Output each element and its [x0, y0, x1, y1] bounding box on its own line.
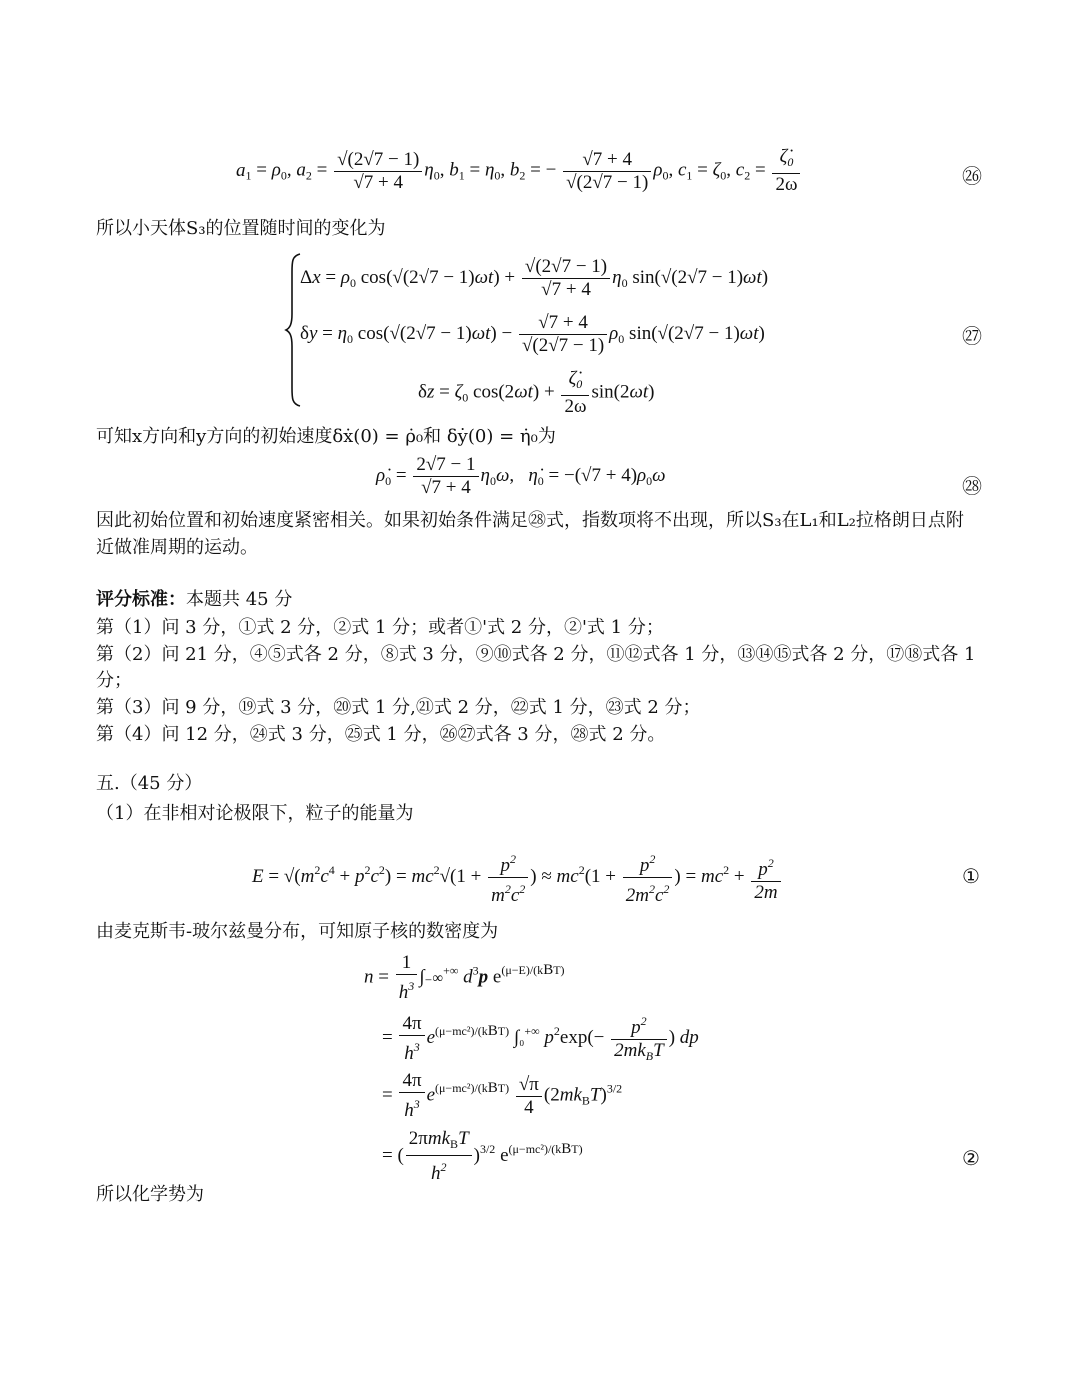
grading-q4: 第（4）问 12 分，㉔式 3 分，㉕式 1 分，㉖㉗式各 3 分，㉘式 2 分。 — [96, 724, 666, 745]
equation-2-line2: = $\frac{4\pi}{h^3}$ $e^{(\mu-mc^2)/(kBT)}$ ∫₀+∞ $p^2\exp(-$ $\frac{p^2}{2mk_BT}$ ) dp — [382, 1010, 699, 1062]
paragraph-chemical-potential: 所以化学势为 — [96, 1184, 204, 1205]
grading-q1: 第（1）问 3 分，①式 2 分，②式 1 分；或者①'式 2 分，②'式 1 分； — [96, 617, 664, 638]
equation-number-2: ② — [962, 1146, 980, 1170]
equation-number-27: ㉗ — [962, 324, 982, 348]
paragraph-maxwell-boltzmann: 由麦克斯韦-玻尔兹曼分布，可知原子核的数密度为 — [96, 921, 499, 942]
equation-26: $a_1 = \rho_0$, $a_2$ = $\frac{√(2√7 - 1)}{√7 + 4}$ $\eta_0$, $b_1 = \eta_0$, $b_2$ = − $\frac{√7 + 4}{√(2√7 - 1)}$ $\rho_0$, $c_1 = \zeta_0$, $c_2$ = $\frac{\zetȧ_0}{2\omega}$ — [236, 146, 802, 200]
grading-header — [96, 587, 292, 613]
equation-2-line4: = ( $\frac{2\pi mk_BT}{h^2}$ )$^{3/2}$ $e^{(\mu-mc^2)/(kBT)}$ — [382, 1128, 583, 1184]
equation-2-line3: = $\frac{4\pi}{h^3}$ $e^{(\mu-mc^2)/(kBT)}$ $\frac{√\pi}{4}$ $(2mk_BT)^{3/2}$ — [382, 1070, 623, 1121]
grading-total: 本题共 45 分 — [186, 589, 293, 610]
section5-title: 五.（45 分） — [96, 773, 203, 794]
paragraph-s3-position: 所以小天体S₃的位置随时间的变化为 — [96, 218, 386, 239]
grading-q2-line1: 第（2）问 21 分，④⑤式各 2 分，⑧式 3 分，⑨⑩式各 2 分，⑪⑫式各 1 分，⑬⑭⑮式各 2 分，⑰⑱式各 1 — [96, 644, 976, 665]
grading-title: 评分标准： — [96, 589, 186, 610]
equation-number-1: ① — [962, 864, 980, 888]
equation-number-28: ㉘ — [962, 474, 982, 498]
paragraph-initial-velocity: 可知x方向和y方向的初始速度δẋ(0) = ρ̇₀和 δẏ(0) = η̇₀为 — [96, 426, 556, 447]
equation-number-26: ㉖ — [962, 164, 982, 188]
equation-2-line1: n = $\frac{1}{h^3}$ ∫₋∞+∞ $d^3p$ $e^{(\mu-E)/(kBT)}$ — [364, 952, 565, 1003]
equation-27-dy: $\delta y = \eta_0$ cos(√(2√7 − 1)ωt) − $\frac{√7 + 4}{√(2√7 - 1)}$ $\rho_0$ sin(√(2√7 − 1)ωt) — [300, 312, 765, 356]
paragraph-conclusion-line2: 近做准周期的运动。 — [96, 537, 258, 558]
paragraph-conclusion-line1: 因此初始位置和初始速度紧密相关。如果初始条件满足㉘式，指数项将不出现，所以S₃在L₁和L₂拉格朗日点附 — [96, 510, 964, 531]
equation-27-dz: $\delta z = \zeta_0$ cos(2ωt) + $\frac{\zetȧ_0}{2\omega}$ sin(2ωt) — [418, 368, 655, 417]
grading-q2-line2: 分； — [96, 670, 132, 691]
section5-question1: （1）在非相对论极限下，粒子的能量为 — [96, 803, 414, 824]
equation-28: $\rhȯ_0$ = $\frac{2√7 - 1}{√7 + 4}$ $\eta_0\omega$, $\etȧ_0 = -(√7 + 4)\rho_0\omega$ — [376, 454, 666, 498]
grading-q3: 第（3）问 9 分，⑲式 3 分，⑳式 1 分,㉑式 2 分，㉒式 1 分，㉓式 2 分； — [96, 697, 701, 718]
equation-27-dx: $\Delta x = \rho_0$ cos(√(2√7 − 1)ωt) + $\frac{√(2√7 - 1)}{√7 + 4}$ $\eta_0$ sin(√(2√7 − 1)ωt) — [300, 256, 769, 300]
equation-1-energy: $E = √(m^2c^4 + p^2c^2) = mc^2√(1$ + $\frac{p^2}{m^2c^2}$ ) ≈ $mc^2(1$ + $\frac{p^2}{2m^2c^2}$ ) = $mc^2$ + $\frac{p^2}{2m}$ — [252, 848, 783, 904]
